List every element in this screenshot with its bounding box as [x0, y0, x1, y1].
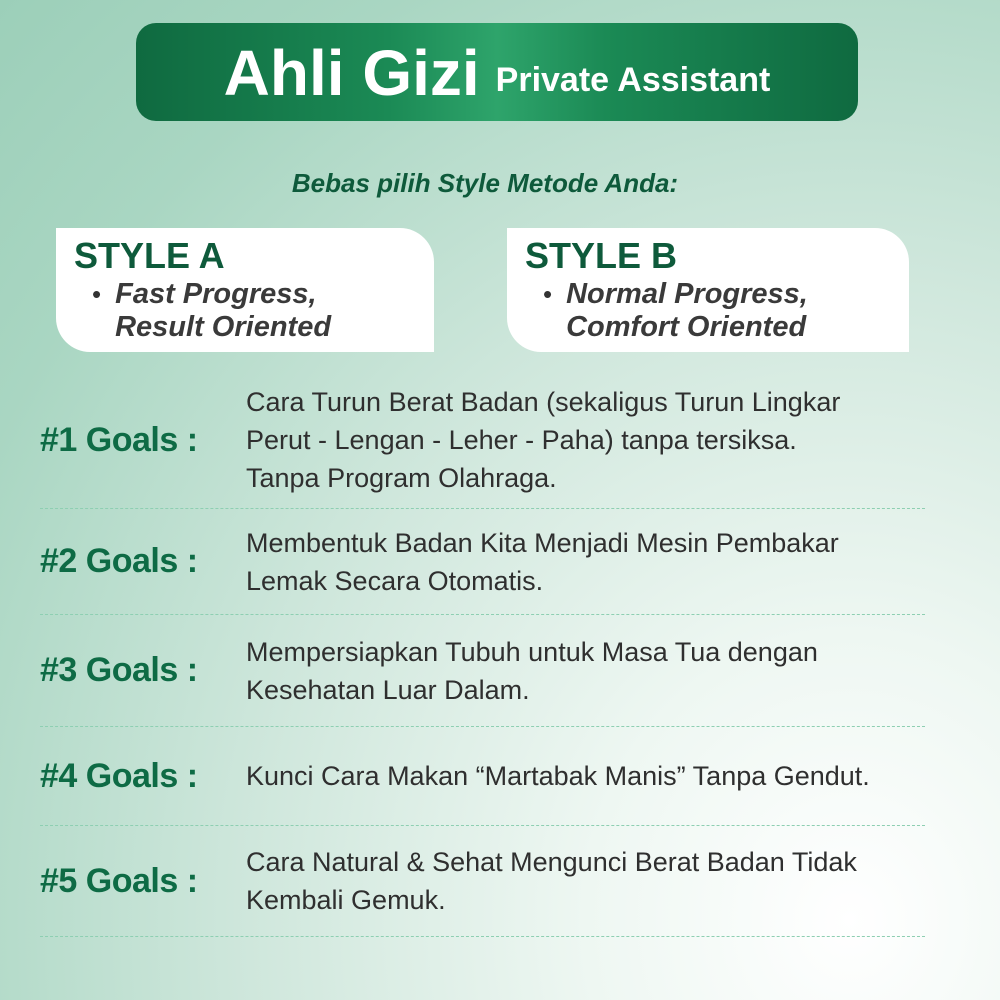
goal-text: Membentuk Badan Kita Menjadi Mesin Pembakar Lemak Secara Otomatis.	[246, 527, 839, 596]
goal-row-2	[40, 509, 925, 615]
style-prompt: Bebas pilih Style Metode Anda:	[291, 168, 679, 198]
style-b-point	[543, 278, 893, 344]
goal-row-5	[40, 826, 925, 937]
bullet-icon: •	[543, 279, 553, 309]
goal-row-1	[40, 372, 925, 509]
style-a-description: Fast Progress, Result Oriented	[115, 278, 332, 343]
goal-label: #4 Goals :	[40, 756, 198, 795]
style-a-card	[56, 228, 434, 352]
style-a-point	[92, 278, 418, 344]
style-b-card	[507, 228, 909, 352]
goal-text: Cara Natural & Sehat Mengunci Berat Badan Tidak Kembali Gemuk.	[246, 847, 857, 915]
brand-subtitle: Private Assistant	[495, 60, 771, 99]
header-banner	[136, 23, 858, 121]
bullet-icon: •	[92, 279, 102, 309]
goals-list	[40, 372, 925, 937]
goal-text: Kunci Cara Makan “Martabak Manis” Tanpa Gendut.	[246, 761, 870, 791]
goal-label: #3 Goals :	[40, 651, 198, 689]
goal-text: Mempersiapkan Tubuh untuk Masa Tua dengan Kesehatan Luar Dalam.	[246, 636, 818, 705]
style-b-title: STYLE B	[525, 235, 678, 276]
goal-label: #5 Goals :	[40, 861, 198, 900]
style-b-description: Normal Progress, Comfort Oriented	[566, 278, 808, 343]
goal-text: Cara Turun Berat Badan (sekaligus Turun Lingkar Perut - Lengan - Leher - Paha) tanpa tersiksa. Tanpa Program Olahraga.	[246, 387, 841, 493]
goal-label: #2 Goals :	[40, 542, 198, 580]
goal-row-4	[40, 727, 925, 826]
style-a-title: STYLE A	[74, 235, 225, 276]
goal-row-3	[40, 615, 925, 727]
goal-label: #1 Goals :	[40, 420, 198, 459]
brand-title: Ahli Gizi	[223, 37, 480, 109]
